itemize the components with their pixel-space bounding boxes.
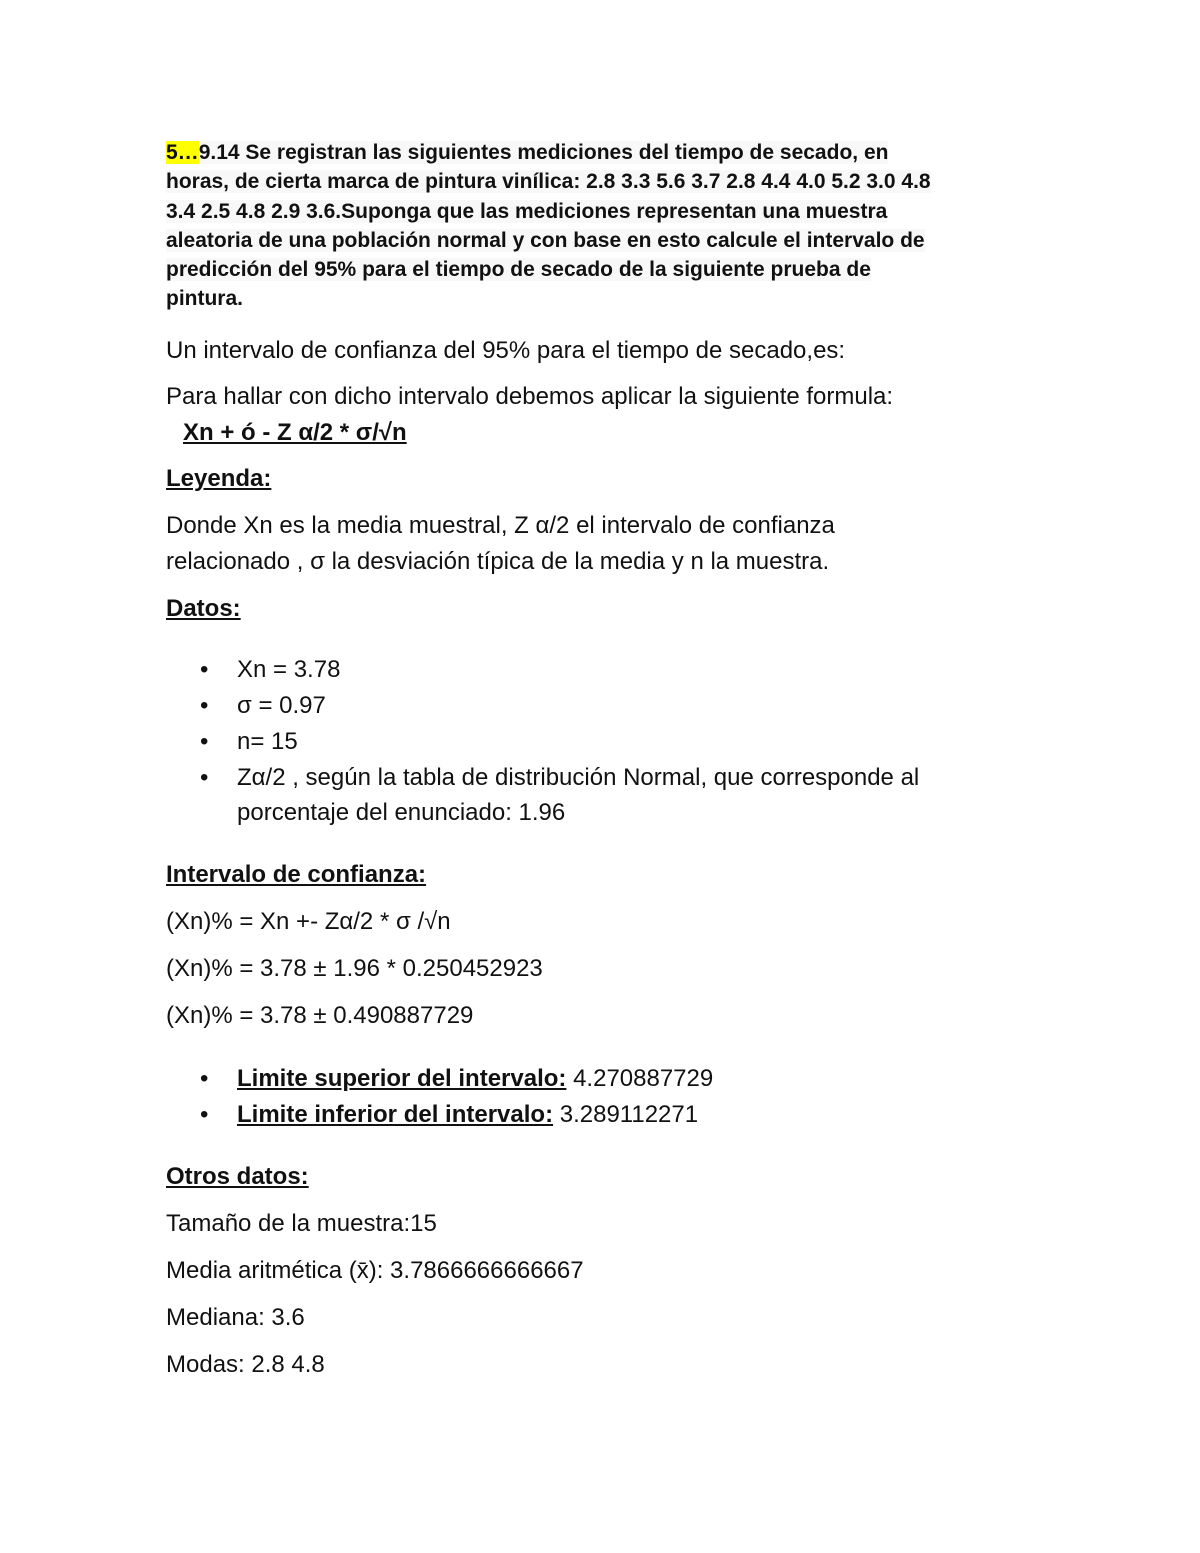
limit-value: 3.289112271: [553, 1101, 699, 1128]
intro-line: Para hallar con dicho intervalo debemos aplicar la siguiente formula:: [166, 383, 894, 410]
problem-line: aleatoria de una población normal y con base en esto calcule el intervalo de: [166, 228, 925, 252]
leyenda-line: relacionado , σ la desviación típica de la media y n la muestra.: [166, 548, 830, 575]
otros-line: Tamaño de la muestra:15: [166, 1210, 437, 1237]
problem-line: 9.14 Se registran las siguientes mediciones del tiempo de secado, en: [198, 141, 889, 164]
list-item: [166, 1061, 713, 1097]
list-item: [166, 724, 1017, 760]
list-item: [166, 652, 1017, 688]
datos-heading: Datos:: [166, 595, 241, 622]
datos-item: σ = 0.97: [237, 692, 326, 719]
list-item: [166, 688, 1017, 724]
problem-number: 5…: [166, 141, 199, 164]
datos-item: Xn = 3.78: [237, 656, 341, 683]
leyenda-line: Donde Xn es la media muestral, Z α/2 el intervalo de confianza: [166, 512, 835, 539]
datos-item: Zα/2 , según la tabla de distribución Normal, que corresponde al porcentaje del enunciado: 1.96: [237, 764, 920, 826]
otros-heading: Otros datos:: [166, 1163, 309, 1190]
otros-line: Media aritmética (x̄): 3.7866666666667: [166, 1257, 584, 1284]
intro-line: Un intervalo de confianza del 95% para el tiempo de secado,es:: [166, 337, 846, 364]
formula-text: Xn + ó - Z α/2 * σ/√n: [183, 419, 407, 446]
otros-line: Modas: 2.8 4.8: [166, 1351, 325, 1378]
formula: [183, 418, 407, 448]
problem-line: 3.4 2.5 4.8 2.9 3.6.Suponga que las mediciones representan una muestra: [166, 199, 888, 223]
problem-line: predicción del 95% para el tiempo de secado de la siguiente prueba de: [166, 258, 871, 282]
datos-list: [166, 652, 1017, 830]
datos-item: n= 15: [237, 728, 298, 755]
intervalo-line: (Xn)% = 3.78 ± 0.490887729: [166, 1002, 474, 1029]
leyenda-heading: Leyenda:: [166, 465, 272, 492]
intervalo-line: (Xn)% = 3.78 ± 1.96 * 0.250452923: [166, 955, 543, 982]
intervalo-line: (Xn)% = Xn +- Zα/2 * σ /√n: [166, 908, 451, 935]
intervalo-heading: Intervalo de confianza:: [166, 861, 427, 888]
list-item: [166, 1097, 713, 1133]
problem-line: pintura.: [166, 287, 243, 311]
limit-label: Limite inferior del intervalo:: [237, 1101, 554, 1128]
problem-statement: [166, 138, 1046, 314]
limit-value: 4.270887729: [566, 1065, 714, 1092]
limits-list: [166, 1061, 713, 1133]
problem-line: horas, de cierta marca de pintura vinílica: 2.8 3.3 5.6 3.7 2.8 4.4 4.0 5.2 3.0 4.8: [166, 170, 931, 194]
list-item: [166, 760, 1017, 830]
limit-label: Limite superior del intervalo:: [237, 1065, 567, 1092]
otros-line: Mediana: 3.6: [166, 1304, 305, 1331]
